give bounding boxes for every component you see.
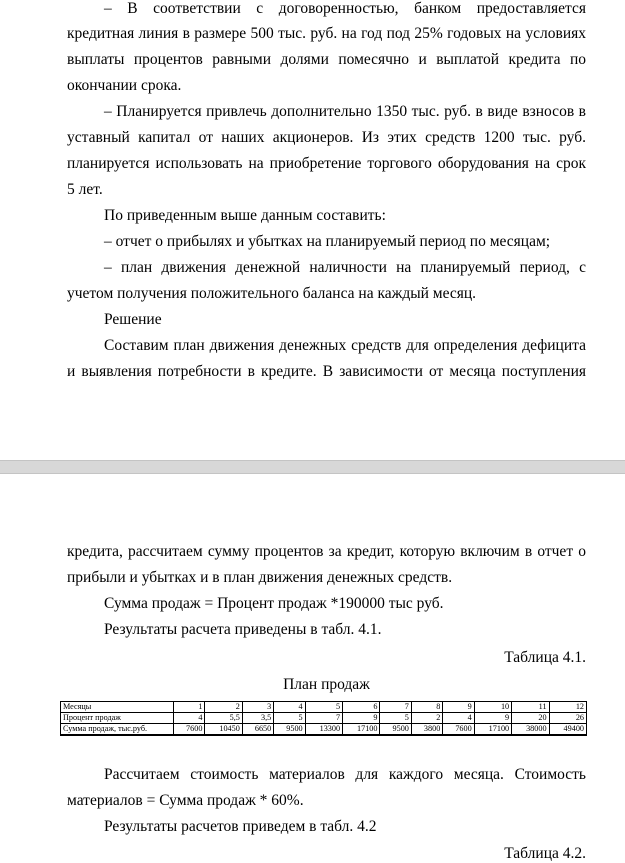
table-cell: 26: [549, 713, 586, 724]
table-cell: 9: [474, 713, 511, 724]
table-cell: 2: [411, 713, 442, 724]
table-cell: 5: [274, 713, 305, 724]
list-item: – отчет о прибылях и убытках на планируемый период по месяцам;: [104, 233, 551, 250]
table-cell: 3: [242, 702, 273, 713]
table-cell: 6: [343, 702, 380, 713]
paragraph-line: Результаты расчетов приведем в табл. 4.2: [104, 818, 377, 835]
table-cell: 10: [474, 702, 511, 713]
table-cell: 10450: [205, 724, 242, 736]
table-cell: 4: [443, 713, 474, 724]
table-cell: 5,5: [205, 713, 242, 724]
table-cell: 5: [305, 702, 342, 713]
formula-line: материалов = Сумма продаж * 60%.: [67, 792, 304, 809]
paragraph-line: учетом получения положительного баланса на каждый месяц.: [67, 285, 477, 302]
paragraph-line: и выявления потребности в кредите. В зависимости от месяца поступления: [67, 363, 586, 380]
table-cell: 11: [512, 702, 549, 713]
paragraph-line: окончании срока.: [67, 77, 182, 94]
paragraph-line: выплаты процентов равными долями помесячно и выплатой кредита по: [67, 51, 586, 68]
table-cell: 7600: [443, 724, 474, 736]
table-cell: 4: [174, 713, 205, 724]
paragraph-line: уставный капитал от наших акционеров. Из этих средств 1200 тыс. руб.: [67, 129, 586, 146]
table-cell: 3800: [411, 724, 442, 736]
table-cell: 9500: [274, 724, 305, 736]
table-cell: 2: [205, 702, 242, 713]
table-cell: 9: [443, 702, 474, 713]
table-cell: 12: [549, 702, 586, 713]
table-cell: 9: [343, 713, 380, 724]
table-cell: 7600: [174, 724, 205, 736]
table-cell: 20: [512, 713, 549, 724]
table-cell: 7: [305, 713, 342, 724]
table-cell: 17100: [474, 724, 511, 736]
table-cell: 5: [380, 713, 411, 724]
table-caption: Таблица 4.2.: [504, 845, 586, 862]
section-heading: Решение: [104, 311, 162, 328]
paragraph-line: – В соответствии с договоренностью, банком предоставляется: [104, 0, 586, 17]
table-cell: 9500: [380, 724, 411, 736]
table-cell: 6650: [242, 724, 273, 736]
paragraph-line: кредитная линия в размере 500 тыс. руб. на год под 25% годовых на условиях: [67, 25, 586, 42]
paragraph-line: – Планируется привлечь дополнительно 1350 тыс. руб. в виде взносов в: [104, 103, 586, 120]
table-caption: Таблица 4.1.: [504, 649, 586, 666]
paragraph-line: прибыли и убытках и в план движения денежных средств.: [67, 569, 453, 586]
table-cell: 38000: [512, 724, 549, 736]
table-cell: 17100: [343, 724, 380, 736]
paragraph-line: кредита, рассчитаем сумму процентов за кредит, которую включим в отчет о: [67, 543, 586, 560]
paragraph-line: По приведенным выше данным составить:: [104, 207, 386, 224]
paragraph-line: Составим план движения денежных средств для определения дефицита: [104, 337, 586, 354]
formula-line: Сумма продаж = Процент продаж *190000 тыс руб.: [104, 595, 444, 612]
row-header-cell: Процент продаж: [61, 713, 174, 724]
row-header-cell: Месяцы: [61, 702, 174, 713]
table-row: [61, 702, 587, 713]
paragraph-line: планируется использовать на приобретение торгового оборудования на срок: [67, 155, 586, 172]
table-cell: 3,5: [242, 713, 273, 724]
paragraph-line: 5 лет.: [67, 181, 103, 198]
table-cell: 1: [174, 702, 205, 713]
sales-plan-table: [60, 701, 587, 736]
table-title: План продаж: [283, 676, 370, 693]
table-cell: 7: [380, 702, 411, 713]
table-cell: 13300: [305, 724, 342, 736]
paragraph-line: Результаты расчета приведены в табл. 4.1.: [104, 621, 382, 638]
table-cell: 8: [411, 702, 442, 713]
table-cell: 49400: [549, 724, 586, 736]
list-item: – план движения денежной наличности на планируемый период, с: [104, 259, 586, 276]
table-cell: 4: [274, 702, 305, 713]
page-separator: [0, 460, 625, 474]
table-row: [61, 724, 587, 736]
row-header-cell: Сумма продаж, тыс.руб.: [61, 724, 174, 736]
paragraph-line: Рассчитаем стоимость материалов для каждого месяца. Стоимость: [104, 766, 586, 783]
table-row: [61, 713, 587, 724]
